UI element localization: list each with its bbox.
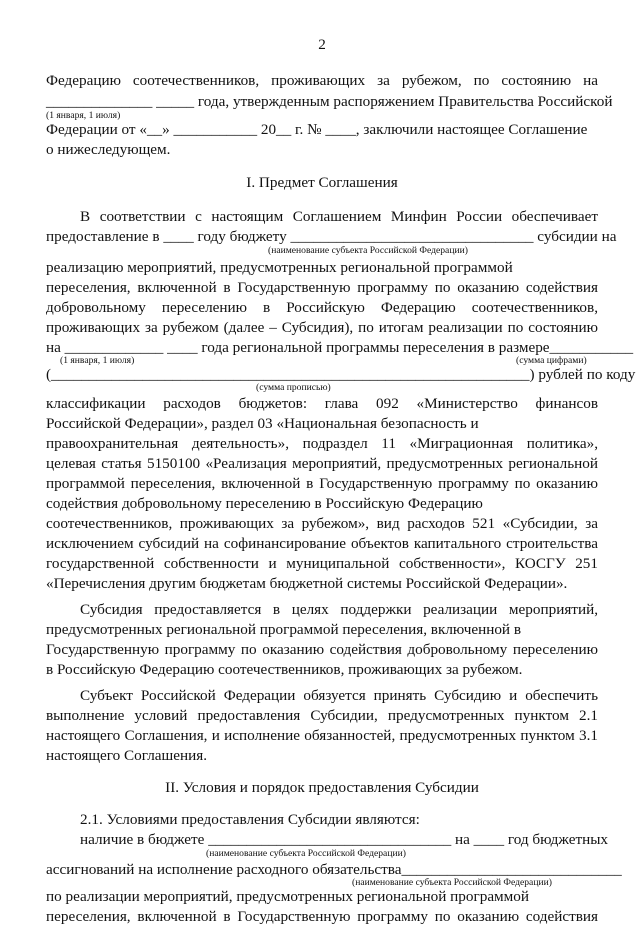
text-line: программой переселения, включенной в Государственную программу по оказанию (46, 475, 598, 492)
text-line: Федерации от «__» ___________ 20__ г. № ____, заключили настоящее Соглашение (46, 121, 588, 138)
text-line: (_______________________________________________________________) рублей по коду (46, 366, 636, 383)
text-line: Субсидия предоставляется в целях поддержки реализации мероприятий, (80, 601, 598, 618)
text-line: «Перечисления другим бюджетам бюджетной системы Российской Федерации». (46, 575, 568, 592)
text-line: добровольному переселению в Российскую Федерацию соотечественников, (46, 299, 598, 316)
text-line: исключением субсидий на софинансирование объектов капитального строительства (46, 535, 598, 552)
text-line: Российской Федерации», раздел 03 «Национальная безопасность и (46, 415, 479, 432)
text-line: в Российскую Федерацию соотечественников, проживающих за рубежом. (46, 661, 523, 678)
field-caption: (наименование субъекта Российской Федерации) (268, 245, 468, 256)
text-line: настоящего Соглашения, и исполнение обязанностей, предусмотренных пунктом 3.1 (46, 727, 598, 744)
text-line: ассигнований на исполнение расходного обязательства_____________________________ (46, 861, 622, 878)
text-line: правоохранительная деятельность», подраздел 11 «Миграционная политика», (46, 435, 598, 452)
field-caption: (наименование субъекта Российской Федерации) (352, 877, 552, 888)
field-caption: (сумма прописью) (256, 382, 331, 393)
text-line: В соответствии с настоящим Соглашением Минфин России обеспечивает (80, 208, 598, 225)
text-line: 2.1. Условиями предоставления Субсидии являются: (80, 811, 420, 828)
section-heading: II. Условия и порядок предоставления Субсидии (165, 779, 479, 796)
page-number: 2 (318, 36, 326, 53)
text-line: соотечественников, проживающих за рубежом», вид расходов 521 «Субсидии, за (46, 515, 598, 532)
text-line: по реализации мероприятий, предусмотренных региональной программой (46, 888, 529, 905)
text-line: предоставление в ____ году бюджету ________________________________ субсидии на (46, 228, 617, 245)
field-caption: (1 января, 1 июля) (46, 110, 121, 121)
text-line: проживающих за рубежом (далее – Субсидия), по итогам реализации по состоянию (46, 319, 598, 336)
field-caption: (сумма цифрами) (516, 355, 587, 366)
text-line: реализацию мероприятий, предусмотренных региональной программой (46, 259, 513, 276)
text-line: классификации расходов бюджетов: глава 092 «Министерство финансов (46, 395, 598, 412)
text-line: предусмотренных региональной программой переселения, включенной в (46, 621, 522, 638)
section-heading: I. Предмет Соглашения (246, 174, 398, 191)
text-line: целевая статья 5150100 «Реализация мероприятий, предусмотренных региональной (46, 455, 598, 472)
text-line: ______________ _____ года, утвержденным распоряжением Правительства Российской (46, 93, 613, 110)
field-caption: (1 января, 1 июля) (60, 355, 135, 366)
text-line: переселения, включенной в Государственную программу по оказанию содействия (46, 279, 598, 296)
text-line: Государственную программу по оказанию содействия добровольному переселению (46, 641, 598, 658)
text-line: государственной собственности и муниципальной собственности», КОСГУ 251 (46, 555, 598, 572)
text-line: Субъект Российской Федерации обязуется принять Субсидию и обеспечить (80, 687, 598, 704)
text-line: на _____________ ____ года региональной программы переселения в размере___________ (46, 339, 634, 356)
text-line: Федерацию соотечественников, проживающих за рубежом, по состоянию на (46, 72, 598, 89)
text-line: содействия добровольному переселению в Российскую Федерацию (46, 495, 483, 512)
text-line: настоящего Соглашения. (46, 747, 207, 764)
field-caption: (наименование субъекта Российской Федерации) (206, 848, 406, 859)
text-line: наличие в бюджете ________________________________ на ____ год бюджетных (80, 831, 609, 848)
text-line: о нижеследующем. (46, 141, 171, 158)
text-line: переселения, включенной в Государственную программу по оказанию содействия (46, 908, 598, 925)
text-line: выполнение условий предоставления Субсидии, предусмотренных пунктом 2.1 (46, 707, 598, 724)
